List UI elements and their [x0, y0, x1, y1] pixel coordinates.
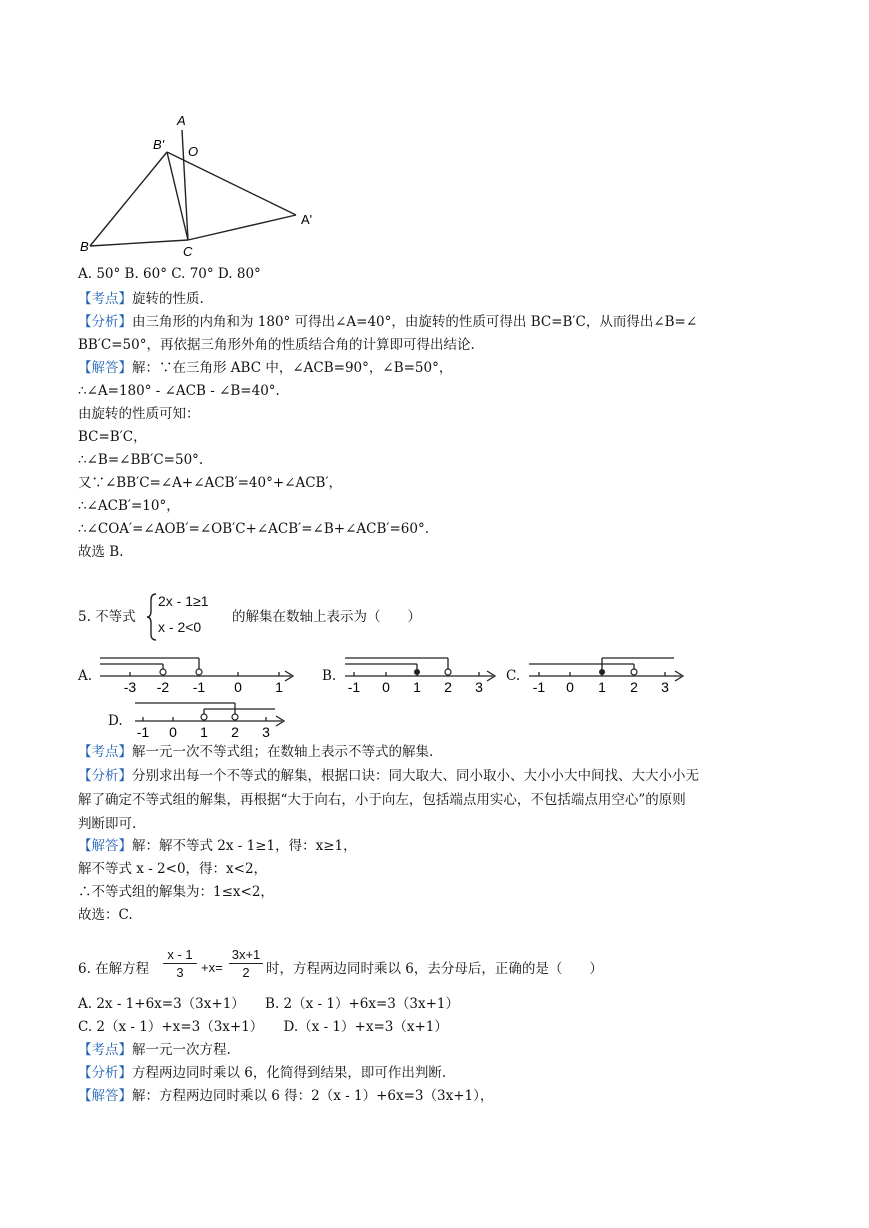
- brace-icon: [146, 592, 158, 642]
- q4-jieda: 【解答】解：∵在三角形 ABC 中，∠ACB=90°，∠B=50°，: [78, 360, 453, 376]
- q5-line4: 故选：C.: [78, 907, 133, 923]
- q5-fenxi-line2: 解了确定不等式组的解集，再根据“大于向右，小于向左，包括端点用实心，不包括端点用空心”的原则: [78, 792, 686, 808]
- q6-stem-pre: 6. 在解方程: [78, 961, 150, 977]
- tick-label: -3: [123, 679, 137, 695]
- tick-label: 2: [231, 724, 239, 740]
- tick-label: 0: [382, 679, 390, 695]
- q4-line7: ∴∠ACB′=10°，: [78, 498, 180, 514]
- kaodian-tag: 【考点】: [78, 744, 132, 760]
- fraction-bar: [163, 963, 197, 964]
- q5-line2: 解不等式 x - 2<0，得：x<2，: [78, 861, 268, 877]
- q6-jieda: 【解答】解：方程两边同时乘以 6 得：2（x - 1）+6x=3（3x+1），: [78, 1088, 494, 1104]
- q4-line3: 由旋转的性质可知：: [78, 406, 200, 422]
- q6-options-cd: C. 2（x - 1）+x=3（3x+1） D.（x - 1）+x=3（x+1）: [78, 1019, 448, 1035]
- tick-label: 1: [413, 679, 421, 695]
- tick-label: 0: [566, 679, 574, 695]
- q4-options: A. 50° B. 60° C. 70° D. 80°: [78, 266, 261, 282]
- tick-label: 1: [275, 679, 283, 695]
- label-b-prime: B': [153, 137, 165, 152]
- number-line-a: [95, 652, 300, 696]
- q6-mid: +x=: [201, 960, 223, 975]
- q5-option-a-label: A.: [78, 668, 93, 684]
- tick-label: 0: [234, 679, 242, 695]
- q4-fenxi-line2: BB′C=50°，再依据三角形外角的性质结合角的计算即可得出结论.: [78, 337, 475, 353]
- tick-label: -1: [532, 679, 546, 695]
- jieda-tag: 【解答】: [78, 838, 132, 854]
- label-c: C: [183, 244, 193, 259]
- fenxi-tag: 【分析】: [78, 314, 132, 330]
- q5-fenxi: 【分析】分别求出每一个不等式的解集，根据口诀：同大取大、同小取小、大小小大中间找、大大小小无: [78, 768, 699, 784]
- q4-line9: 故选 B.: [78, 544, 124, 560]
- q6-stem-post: 时，方程两边同时乘以 6，去分母后，正确的是（ ）: [266, 961, 603, 977]
- q4-fenxi: 【分析】由三角形的内角和为 180° 可得出∠A=40°，由旋转的性质可得出 BC=B′C，从而得出∠B=∠: [78, 314, 698, 330]
- q5-stem-post: 的解集在数轴上表示为（ ）: [232, 609, 421, 625]
- kaodian-tag: 【考点】: [78, 291, 132, 307]
- q4-line5: ∴∠B=∠BB′C=50°.: [78, 452, 204, 468]
- q4-line6: 又∵∠BB′C=∠A+∠ACB′=40°+∠ACB′，: [78, 475, 343, 491]
- label-a: A: [177, 113, 186, 128]
- tick-label: -2: [156, 679, 170, 695]
- q5-fenxi-line3: 判断即可.: [78, 816, 137, 832]
- fraction-bar: [229, 963, 263, 964]
- q4-line2: ∴∠A=180° - ∠ACB - ∠B=40°.: [78, 383, 280, 399]
- q6-fraction-1: x - 1 3: [163, 947, 197, 980]
- q4-kaodian: 【考点】旋转的性质.: [78, 291, 204, 307]
- tick-label: 1: [598, 679, 606, 695]
- q5-line3: ∴不等式组的解集为：1≤x<2，: [78, 884, 274, 900]
- q6-options-ab: A. 2x - 1+6x=3（3x+1） B. 2（x - 1）+6x=3（3x+1）: [78, 996, 459, 1012]
- q5-inequality-2: x - 2<0: [158, 619, 202, 635]
- tick-label: 3: [475, 679, 483, 695]
- jieda-tag: 【解答】: [78, 1088, 132, 1104]
- q6-fenxi: 【分析】方程两边同时乘以 6，化简得到结果，即可作出判断.: [78, 1065, 447, 1081]
- tick-label: 0: [169, 724, 177, 740]
- q4-line4: BC=B′C，: [78, 429, 147, 445]
- q5-inequality-1: 2x - 1≥1: [158, 593, 209, 609]
- label-a-prime: A': [301, 212, 313, 227]
- triangle-figure: [78, 108, 328, 260]
- tick-label: 3: [661, 679, 669, 695]
- tick-label: -1: [136, 724, 150, 740]
- q5-option-b-label: B.: [322, 668, 337, 684]
- jieda-tag: 【解答】: [78, 360, 132, 376]
- number-line-d: [130, 697, 290, 741]
- number-line-c: [524, 652, 689, 696]
- q5-jieda: 【解答】解：解不等式 2x - 1≥1，得：x≥1，: [78, 838, 357, 854]
- tick-label: 2: [630, 679, 638, 695]
- q4-line8: ∴∠COA′=∠AOB′=∠OB′C+∠ACB′=∠B+∠ACB′=60°.: [78, 521, 429, 537]
- label-b: B: [80, 239, 89, 254]
- q5-option-c-label: C.: [506, 668, 521, 684]
- tick-label: 2: [444, 679, 452, 695]
- q6-kaodian: 【考点】解一元一次方程.: [78, 1042, 231, 1058]
- q6-fraction-2: 3x+1 2: [229, 947, 263, 980]
- q5-stem-pre: 5. 不等式: [78, 609, 136, 625]
- label-o: O: [188, 144, 199, 159]
- tick-label: 3: [262, 724, 270, 740]
- number-line-b: [340, 652, 500, 696]
- tick-label: -1: [192, 679, 206, 695]
- kaodian-tag: 【考点】: [78, 1042, 132, 1058]
- q5-kaodian: 【考点】解一元一次不等式组；在数轴上表示不等式的解集.: [78, 744, 434, 760]
- fenxi-tag: 【分析】: [78, 768, 132, 784]
- tick-label: -1: [347, 679, 361, 695]
- q5-option-d-label: D.: [108, 713, 123, 729]
- tick-label: 1: [200, 724, 208, 740]
- fenxi-tag: 【分析】: [78, 1065, 132, 1081]
